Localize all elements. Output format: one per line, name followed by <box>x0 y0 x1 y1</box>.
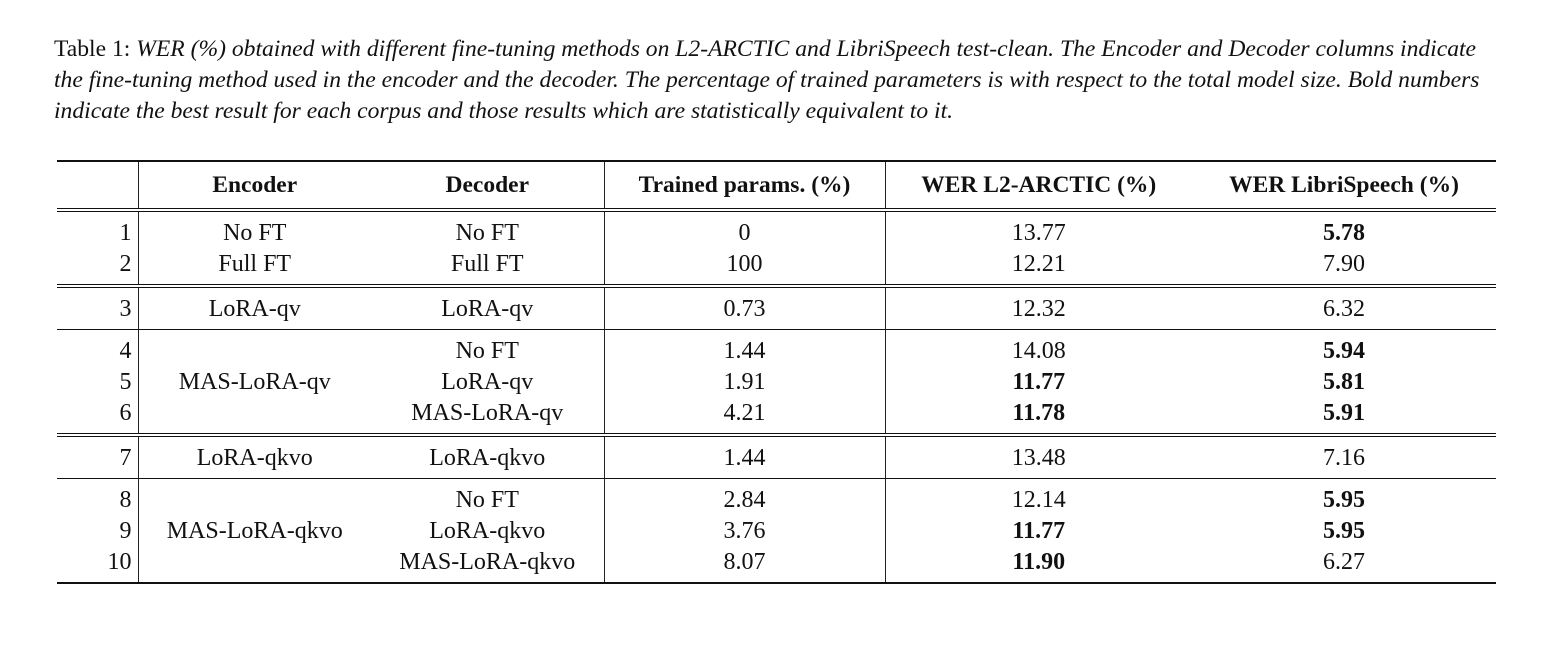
wer-l2arctic-cell: 11.77 <box>1012 518 1066 544</box>
decoder-cell: No FT <box>371 210 604 249</box>
row-index-cell: 8 <box>57 479 138 517</box>
header-index <box>57 161 138 210</box>
wer-l2arctic-cell: 12.21 <box>1011 251 1066 277</box>
table-row <box>57 286 1496 330</box>
encoder-cell: MAS-LoRA-qkvo <box>166 518 343 544</box>
row-index-cell: 4 <box>57 330 138 368</box>
wer-l2arctic-cell: 12.14 <box>885 479 1192 517</box>
encoder-cell: MAS-LoRA-qv <box>178 369 331 395</box>
wer-l2arctic-cell: 11.90 <box>885 547 1192 583</box>
wer-librispeech-cell: 5.94 <box>1192 330 1496 368</box>
decoder-cell: LoRA-qv <box>371 367 604 398</box>
header-wer-librispeech: WER LibriSpeech (%) <box>1229 171 1459 198</box>
wer-librispeech-cell: 5.91 <box>1323 400 1365 426</box>
decoder-cell: LoRA-qkvo <box>371 435 604 479</box>
table-caption <box>54 34 1506 127</box>
wer-librispeech-cell: 5.95 <box>1323 518 1365 544</box>
wer-librispeech-cell: 7.90 <box>1323 251 1365 277</box>
wer-librispeech-cell: 5.81 <box>1323 369 1365 395</box>
encoder-cell: LoRA-qv <box>138 286 371 330</box>
decoder-cell: Full FT <box>371 249 604 286</box>
header-encoder: Encoder <box>212 171 298 198</box>
encoder-cell <box>138 479 371 517</box>
wer-l2arctic-cell: 12.32 <box>885 286 1192 330</box>
wer-librispeech-cell: 7.16 <box>1192 435 1496 479</box>
results-table <box>57 160 1496 584</box>
wer-l2arctic-cell: 13.48 <box>885 435 1192 479</box>
trained-params-cell: 8.07 <box>604 547 885 583</box>
caption-text: WER (%) obtained with different fine-tuning methods on L2-ARCTIC and LibriSpeech test-clean. The Encoder and Decoder columns indicate the fine-tuning method used in the encoder and the decoder. The percentage of trained parameters is with respect to the total model size. Bold numbers indicate the best result for each corpus and those results which are statistically equivalent to it. <box>54 36 1480 124</box>
table-row <box>57 367 1496 398</box>
header-wer-l2arctic: WER L2-ARCTIC (%) <box>921 171 1157 198</box>
wer-l2arctic-cell: 14.08 <box>885 330 1192 368</box>
wer-l2arctic-cell: 11.77 <box>1012 369 1066 395</box>
wer-librispeech-cell: 6.32 <box>1192 286 1496 330</box>
encoder-cell: No FT <box>138 210 371 249</box>
caption-label: Table 1: <box>54 36 131 62</box>
trained-params-cell: 2.84 <box>604 479 885 517</box>
trained-params-cell: 1.91 <box>604 367 885 398</box>
trained-params-cell: 0.73 <box>604 286 885 330</box>
encoder-cell: LoRA-qkvo <box>138 435 371 479</box>
encoder-cell <box>138 330 371 368</box>
table-row <box>57 479 1496 517</box>
row-index-cell: 9 <box>57 516 138 547</box>
decoder-cell: LoRA-qkvo <box>371 516 604 547</box>
table-row <box>57 547 1496 583</box>
wer-librispeech-cell: 5.95 <box>1192 479 1496 517</box>
wer-librispeech-cell: 6.27 <box>1192 547 1496 583</box>
encoder-cell: Full FT <box>218 251 292 277</box>
table-row <box>57 516 1496 547</box>
results-table-container <box>57 160 1496 584</box>
trained-params-cell: 1.44 <box>604 435 885 479</box>
row-index-cell: 1 <box>57 210 138 249</box>
trained-params-cell: 3.76 <box>604 516 885 547</box>
header-trained-params: Trained params. (%) <box>604 161 885 210</box>
row-index-cell: 10 <box>57 547 138 583</box>
wer-l2arctic-cell: 13.77 <box>885 210 1192 249</box>
encoder-cell <box>138 398 371 435</box>
table-row <box>57 249 1496 286</box>
table-body <box>57 210 1496 583</box>
table-row <box>57 435 1496 479</box>
trained-params-cell: 0 <box>604 210 885 249</box>
table-row <box>57 398 1496 435</box>
decoder-cell: No FT <box>371 479 604 517</box>
header-decoder: Decoder <box>371 161 604 210</box>
encoder-cell <box>138 547 371 583</box>
table-row <box>57 330 1496 368</box>
trained-params-cell: 1.44 <box>604 330 885 368</box>
wer-librispeech-cell: 5.78 <box>1192 210 1496 249</box>
decoder-cell: MAS-LoRA-qkvo <box>371 547 604 583</box>
row-index-cell: 6 <box>57 398 138 435</box>
row-index-cell: 5 <box>57 367 138 398</box>
decoder-cell: MAS-LoRA-qv <box>371 398 604 435</box>
wer-l2arctic-cell: 11.78 <box>1012 400 1066 426</box>
decoder-cell: No FT <box>371 330 604 368</box>
header-row <box>57 161 1496 210</box>
decoder-cell: LoRA-qv <box>371 286 604 330</box>
row-index-cell: 7 <box>57 435 138 479</box>
trained-params-cell: 100 <box>604 249 885 286</box>
trained-params-cell: 4.21 <box>604 398 885 435</box>
row-index-cell: 2 <box>57 249 138 286</box>
row-index-cell: 3 <box>57 286 138 330</box>
table-row <box>57 210 1496 249</box>
